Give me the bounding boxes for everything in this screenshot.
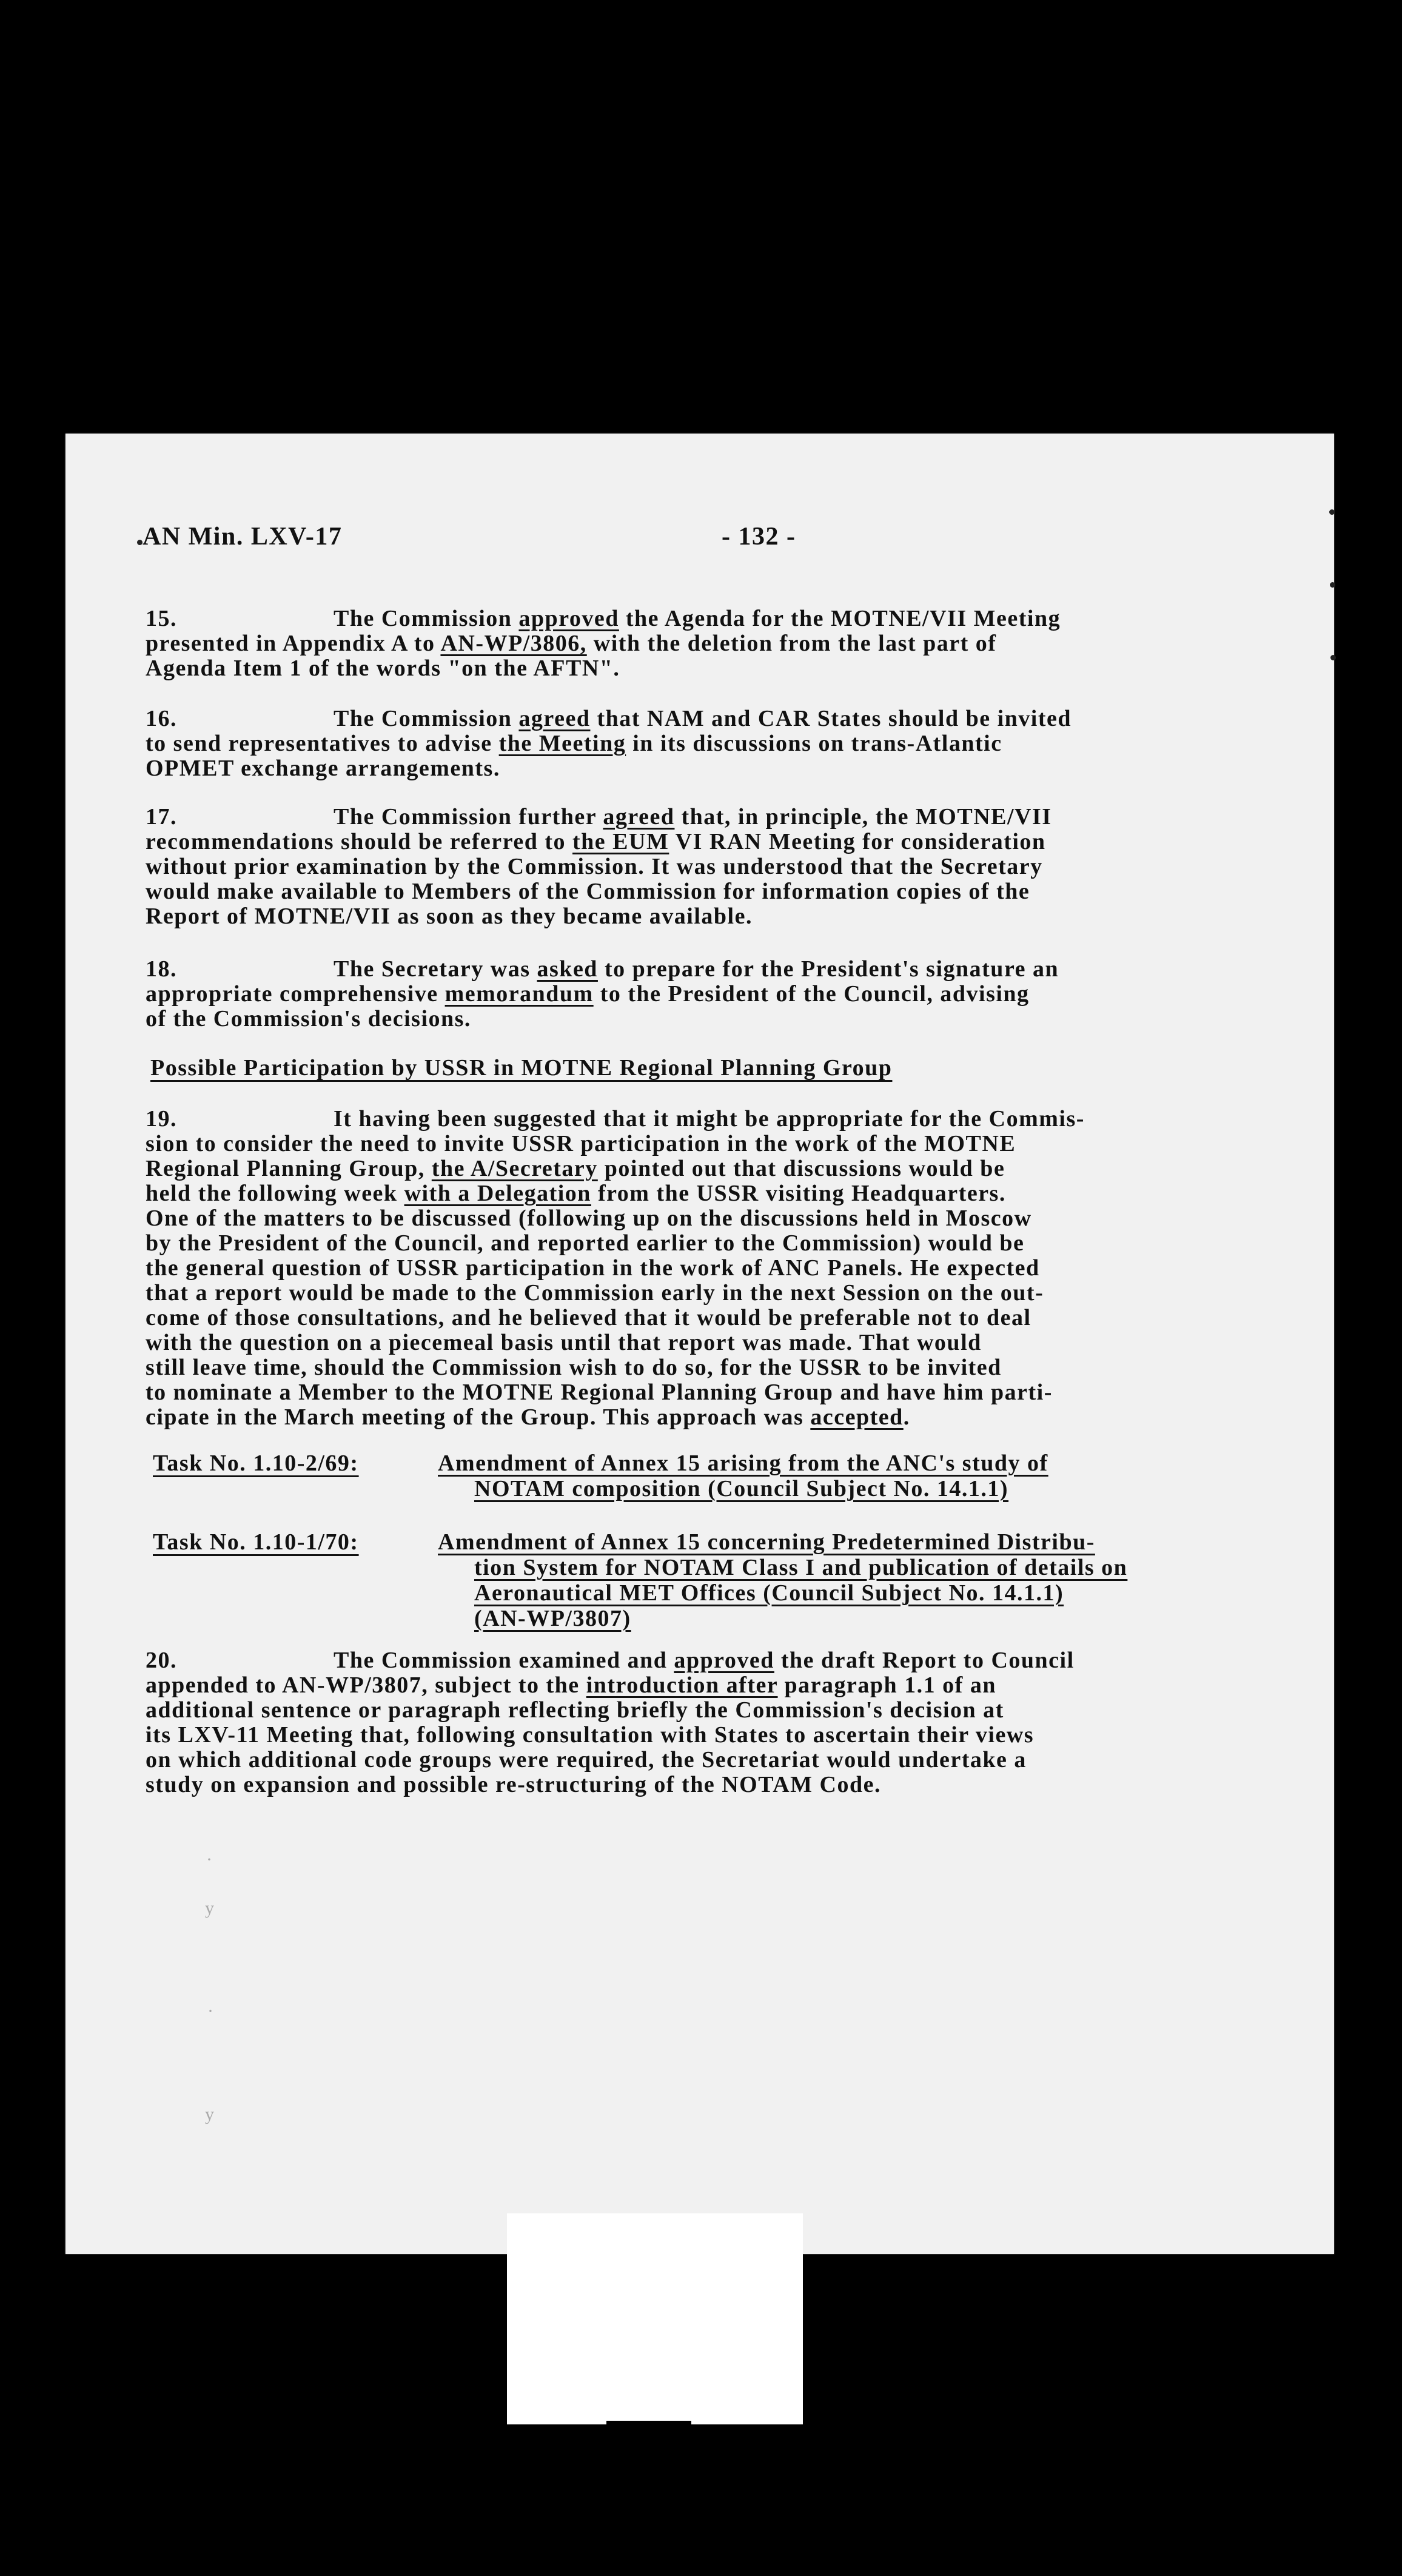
margin-mark (1329, 509, 1335, 515)
paragraph-line (146, 830, 1231, 854)
text-run: from the USSR visiting Headquarters. (591, 1181, 1006, 1206)
text-run: of the Commission's decisions. (146, 1006, 471, 1031)
text-run: cipate in the March meeting of the Group. This approach was (146, 1404, 811, 1430)
paragraph-line (146, 957, 1231, 982)
page-number: - 132 - (722, 523, 796, 551)
faint-mark: y (205, 2104, 214, 2124)
paragraph-line (146, 805, 1231, 830)
paragraph-line (146, 1673, 1231, 1698)
task-title-line: Amendment of Annex 15 arising from the ANC's study of (438, 1451, 1048, 1476)
text-run: The Commission (334, 606, 519, 631)
text-run: the general question of USSR participation in the work of ANC Panels. He expected (146, 1255, 1040, 1281)
paragraph-number: 20. (146, 1648, 177, 1673)
paragraph-line (146, 1648, 1231, 1673)
paragraph-line (146, 1107, 1231, 1132)
text-run: pointed out that discussions would be (597, 1156, 1005, 1181)
paragraph-line (146, 1181, 1231, 1206)
white-card (507, 2213, 803, 2424)
paragraph-line (146, 1132, 1231, 1156)
task-title-line: NOTAM composition (Council Subject No. 14.1.1) (474, 1476, 1009, 1501)
text-run: VI RAN Meeting for consideration (669, 829, 1046, 854)
text-run: additional sentence or paragraph reflecting briefly the Commission's decision at (146, 1697, 1004, 1723)
paragraph-line (146, 1748, 1231, 1773)
paragraph-15 (146, 606, 1231, 681)
text-run: come of those consultations, and he believed that it would be preferable not to deal (146, 1305, 1031, 1330)
text-run: with the deletion from the last part of (586, 631, 997, 656)
margin-mark (137, 540, 143, 545)
paragraph-line (146, 1723, 1231, 1748)
text-run: held the following week (146, 1181, 404, 1206)
margin-mark (1330, 655, 1336, 660)
paragraph-line (146, 606, 1231, 631)
task-title-line: tion System for NOTAM Class I and publication of details on (474, 1555, 1128, 1580)
paragraph-number: 19. (146, 1106, 177, 1132)
section-heading: Possible Participation by USSR in MOTNE Regional Planning Group (150, 1055, 893, 1081)
text-run: by the President of the Council, and reported earlier to the Commission) would be (146, 1230, 1025, 1256)
text-run: presented in Appendix A to (146, 631, 441, 656)
text-run: Agenda Item 1 of the words "on the AFTN". (146, 656, 620, 681)
task-title-line: Aeronautical MET Offices (Council Subject No. 14.1.1) (474, 1580, 1064, 1606)
underlined-text: approved (518, 606, 619, 631)
card-bottom-mark (606, 2421, 691, 2424)
text-run: that a report would be made to the Commission early in the next Session on the out- (146, 1280, 1044, 1306)
text-run: appended to AN-WP/3807, subject to the (146, 1672, 586, 1698)
paragraph-18 (146, 957, 1231, 1031)
faint-mark: · (207, 2001, 213, 2021)
text-run: It having been suggested that it might be appropriate for the Commis- (334, 1106, 1085, 1132)
text-run: its LXV-11 Meeting that, following consultation with States to ascertain their views (146, 1722, 1035, 1748)
text-run: study on expansion and possible re-structuring of the NOTAM Code. (146, 1772, 881, 1797)
underlined-text: agreed (518, 706, 591, 731)
paragraph-number: 17. (146, 804, 177, 830)
task-title (438, 1451, 1244, 1501)
text-run: The Secretary was (334, 956, 537, 982)
text-run: Report of MOTNE/VII as soon as they became available. (146, 904, 753, 929)
paragraph-line (146, 1773, 1231, 1797)
paragraph-17 (146, 805, 1231, 929)
text-run: that, in principle, the MOTNE/VII (674, 804, 1052, 830)
underlined-text: with a Delegation (404, 1181, 591, 1206)
text-run: appropriate comprehensive (146, 981, 445, 1007)
text-run: The Commission examined and (334, 1648, 674, 1673)
paragraph-line (146, 1007, 1231, 1031)
underlined-text: AN-WP/3806, (440, 631, 587, 656)
text-run: the Agenda for the MOTNE/VII Meeting (619, 606, 1061, 631)
paragraph-line (146, 1256, 1231, 1281)
underlined-text: introduction after (586, 1672, 778, 1698)
faint-mark: y (205, 1898, 214, 1918)
task-title (438, 1529, 1244, 1631)
paragraph-line (146, 982, 1231, 1007)
task-number: Task No. 1.10-2/69: (153, 1451, 359, 1476)
paragraph-line (146, 904, 1231, 929)
faint-mark: · (206, 1850, 212, 1870)
text-run: to nominate a Member to the MOTNE Regional Planning Group and have him parti- (146, 1380, 1053, 1405)
text-run: with the question on a piecemeal basis until that report was made. That would (146, 1330, 982, 1355)
text-run: would make available to Members of the Commission for information copies of the (146, 879, 1030, 904)
underlined-text: approved (674, 1648, 774, 1673)
paragraph-line (146, 1380, 1231, 1405)
paragraph-line (146, 879, 1231, 904)
text-run: . (903, 1404, 910, 1430)
text-run: on which additional code groups were required, the Secretariat would undertake a (146, 1747, 1027, 1773)
paragraph-line (146, 1231, 1231, 1256)
text-run: One of the matters to be discussed (following up on the discussions held in Moscow (146, 1206, 1032, 1231)
margin-mark (1330, 582, 1335, 588)
paragraph-line (146, 756, 1231, 781)
text-run: without prior examination by the Commission. It was understood that the Secretary (146, 854, 1043, 879)
underlined-text: the Meeting (498, 731, 626, 756)
text-run: to send representatives to advise (146, 731, 499, 756)
underlined-text: agreed (603, 804, 675, 830)
text-run: OPMET exchange arrangements. (146, 756, 500, 781)
paragraph-number: 18. (146, 956, 177, 982)
document-reference: AN Min. LXV-17 (143, 523, 343, 551)
text-run: the draft Report to Council (774, 1648, 1075, 1673)
paragraph-line (146, 731, 1231, 756)
underlined-text: the EUM (572, 829, 669, 854)
task-title-line: (AN-WP/3807) (474, 1606, 631, 1631)
paragraph-19 (146, 1107, 1231, 1430)
text-run: to the President of the Council, advising (593, 981, 1030, 1007)
task-title-line: Amendment of Annex 15 concerning Predetermined Distribu- (438, 1529, 1095, 1555)
paragraph-line (146, 854, 1231, 879)
underlined-text: asked (537, 956, 598, 982)
paragraph-line (146, 1306, 1231, 1330)
paragraph-line (146, 1156, 1231, 1181)
paragraph-line (146, 1281, 1231, 1306)
paragraph-line (146, 1206, 1231, 1231)
text-run: to prepare for the President's signature an (597, 956, 1059, 982)
text-run: Regional Planning Group, (146, 1156, 432, 1181)
text-run: sion to consider the need to invite USSR participation in the work of the MOTNE (146, 1131, 1016, 1156)
text-run: paragraph 1.1 of an (777, 1672, 996, 1698)
paragraph-number: 16. (146, 706, 177, 731)
text-run: recommendations should be referred to (146, 829, 573, 854)
text-run: that NAM and CAR States should be invited (590, 706, 1072, 731)
paragraph-16 (146, 706, 1231, 781)
paragraph-line (146, 1355, 1231, 1380)
paragraph-line (146, 631, 1231, 656)
text-run: in its discussions on trans-Atlantic (626, 731, 1002, 756)
text-run: The Commission further (334, 804, 603, 830)
text-run: still leave time, should the Commission wish to do so, for the USSR to be invited (146, 1355, 1002, 1380)
paragraph-line (146, 706, 1231, 731)
paragraph-line (146, 1405, 1231, 1430)
underlined-text: accepted (810, 1404, 904, 1430)
paragraph-number: 15. (146, 606, 177, 631)
text-run: The Commission (334, 706, 519, 731)
paragraph-line (146, 656, 1231, 681)
underlined-text: the A/Secretary (431, 1156, 598, 1181)
underlined-text: memorandum (444, 981, 594, 1007)
paragraph-20 (146, 1648, 1231, 1797)
paragraph-line (146, 1698, 1231, 1723)
paragraph-line (146, 1330, 1231, 1355)
task-number: Task No. 1.10-1/70: (153, 1529, 359, 1555)
